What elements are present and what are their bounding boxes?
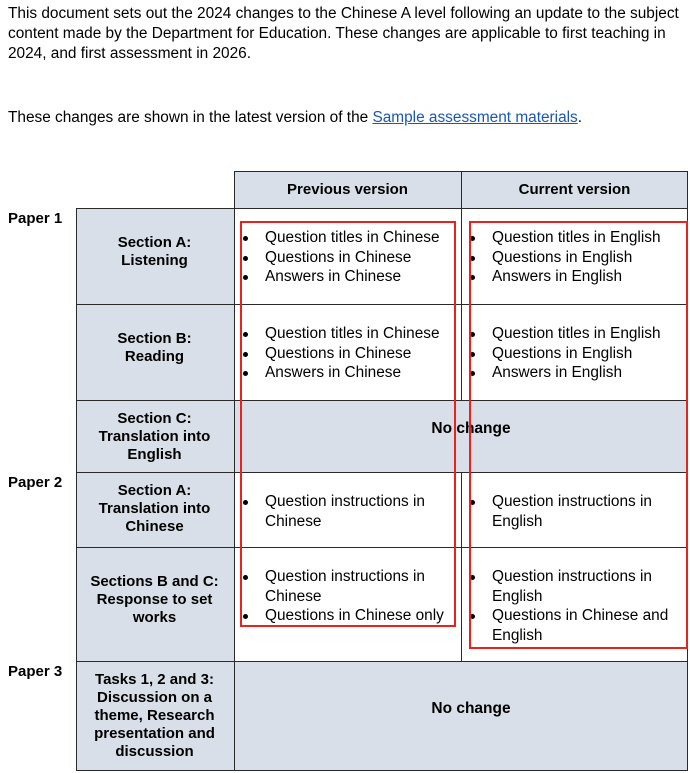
row-label-text: Tasks 1, 2 and 3: Discussion on a theme, Research presentation and discussion [94, 671, 215, 760]
table-line [76, 770, 688, 771]
list-item: Answers in English [466, 267, 686, 287]
table-line [76, 208, 688, 209]
current-version-highlight-box [469, 221, 688, 649]
row-label-text: Section A: Listening [117, 234, 192, 269]
row-label-text: Sections B and C: Response to set works [90, 573, 219, 626]
intro-paragraph: This document sets out the 2024 changes to the Chinese A level following an update to the subject content made by the Department for Education. These changes are applicable to first teaching in 2024, and first assessment in 2026. [8, 5, 679, 62]
table-line [461, 472, 462, 661]
list-item: Answers in Chinese [239, 267, 461, 287]
no-change-text: No change [431, 420, 511, 437]
previous-version-header: Previous version [287, 181, 408, 198]
list-item: Question titles in English [466, 228, 686, 248]
list-item: Questions in Chinese only [239, 606, 461, 626]
list-item: Question instructions in English [466, 567, 678, 606]
list-item: Question titles in Chinese [239, 228, 461, 248]
row-label-text: Section B: Reading [117, 330, 192, 365]
row-label-tasks [76, 671, 233, 761]
table-line [234, 171, 235, 771]
paper-1-label: Paper 1 [8, 210, 63, 227]
list-item: Question titles in English [466, 324, 686, 344]
row-label-translation-chinese [76, 482, 233, 536]
list-item: Questions in Chinese [239, 344, 461, 364]
row-label-text: Section C: Translation into English [98, 410, 211, 463]
sample-assessment-link[interactable]: Sample assessment materials [372, 109, 578, 126]
no-change-text: No change [431, 700, 511, 717]
list-item: Questions in English [466, 344, 686, 364]
list-item: Questions in Chinese and English [466, 606, 678, 645]
paper-3-label: Paper 3 [8, 663, 63, 680]
list-item: Question titles in Chinese [239, 324, 461, 344]
list-item: Answers in Chinese [239, 363, 461, 383]
table-line [76, 661, 688, 662]
intro-paragraph-2 [8, 108, 684, 128]
list-item: Question instructions in Chinese [239, 567, 461, 606]
list-item: Answers in English [466, 363, 686, 383]
row-label-reading [76, 330, 233, 366]
paper-2-label: Paper 2 [8, 474, 63, 491]
row-label-text: Section A: Translation into Chinese [98, 482, 211, 535]
row-label-listening [76, 234, 233, 270]
row-label-set-works [76, 573, 233, 627]
row-label-translation-english [76, 410, 233, 464]
list-item: Question instructions in English [466, 492, 671, 531]
list-item: Questions in English [466, 248, 686, 268]
list-item: Questions in Chinese [239, 248, 461, 268]
previous-version-highlight-box [240, 221, 456, 627]
intro-period: . [577, 109, 583, 126]
intro-text: These changes are shown in the latest version of the [8, 109, 373, 126]
table-line [461, 171, 462, 400]
current-version-header: Current version [518, 181, 631, 198]
list-item: Question instructions in Chinese [239, 492, 444, 531]
